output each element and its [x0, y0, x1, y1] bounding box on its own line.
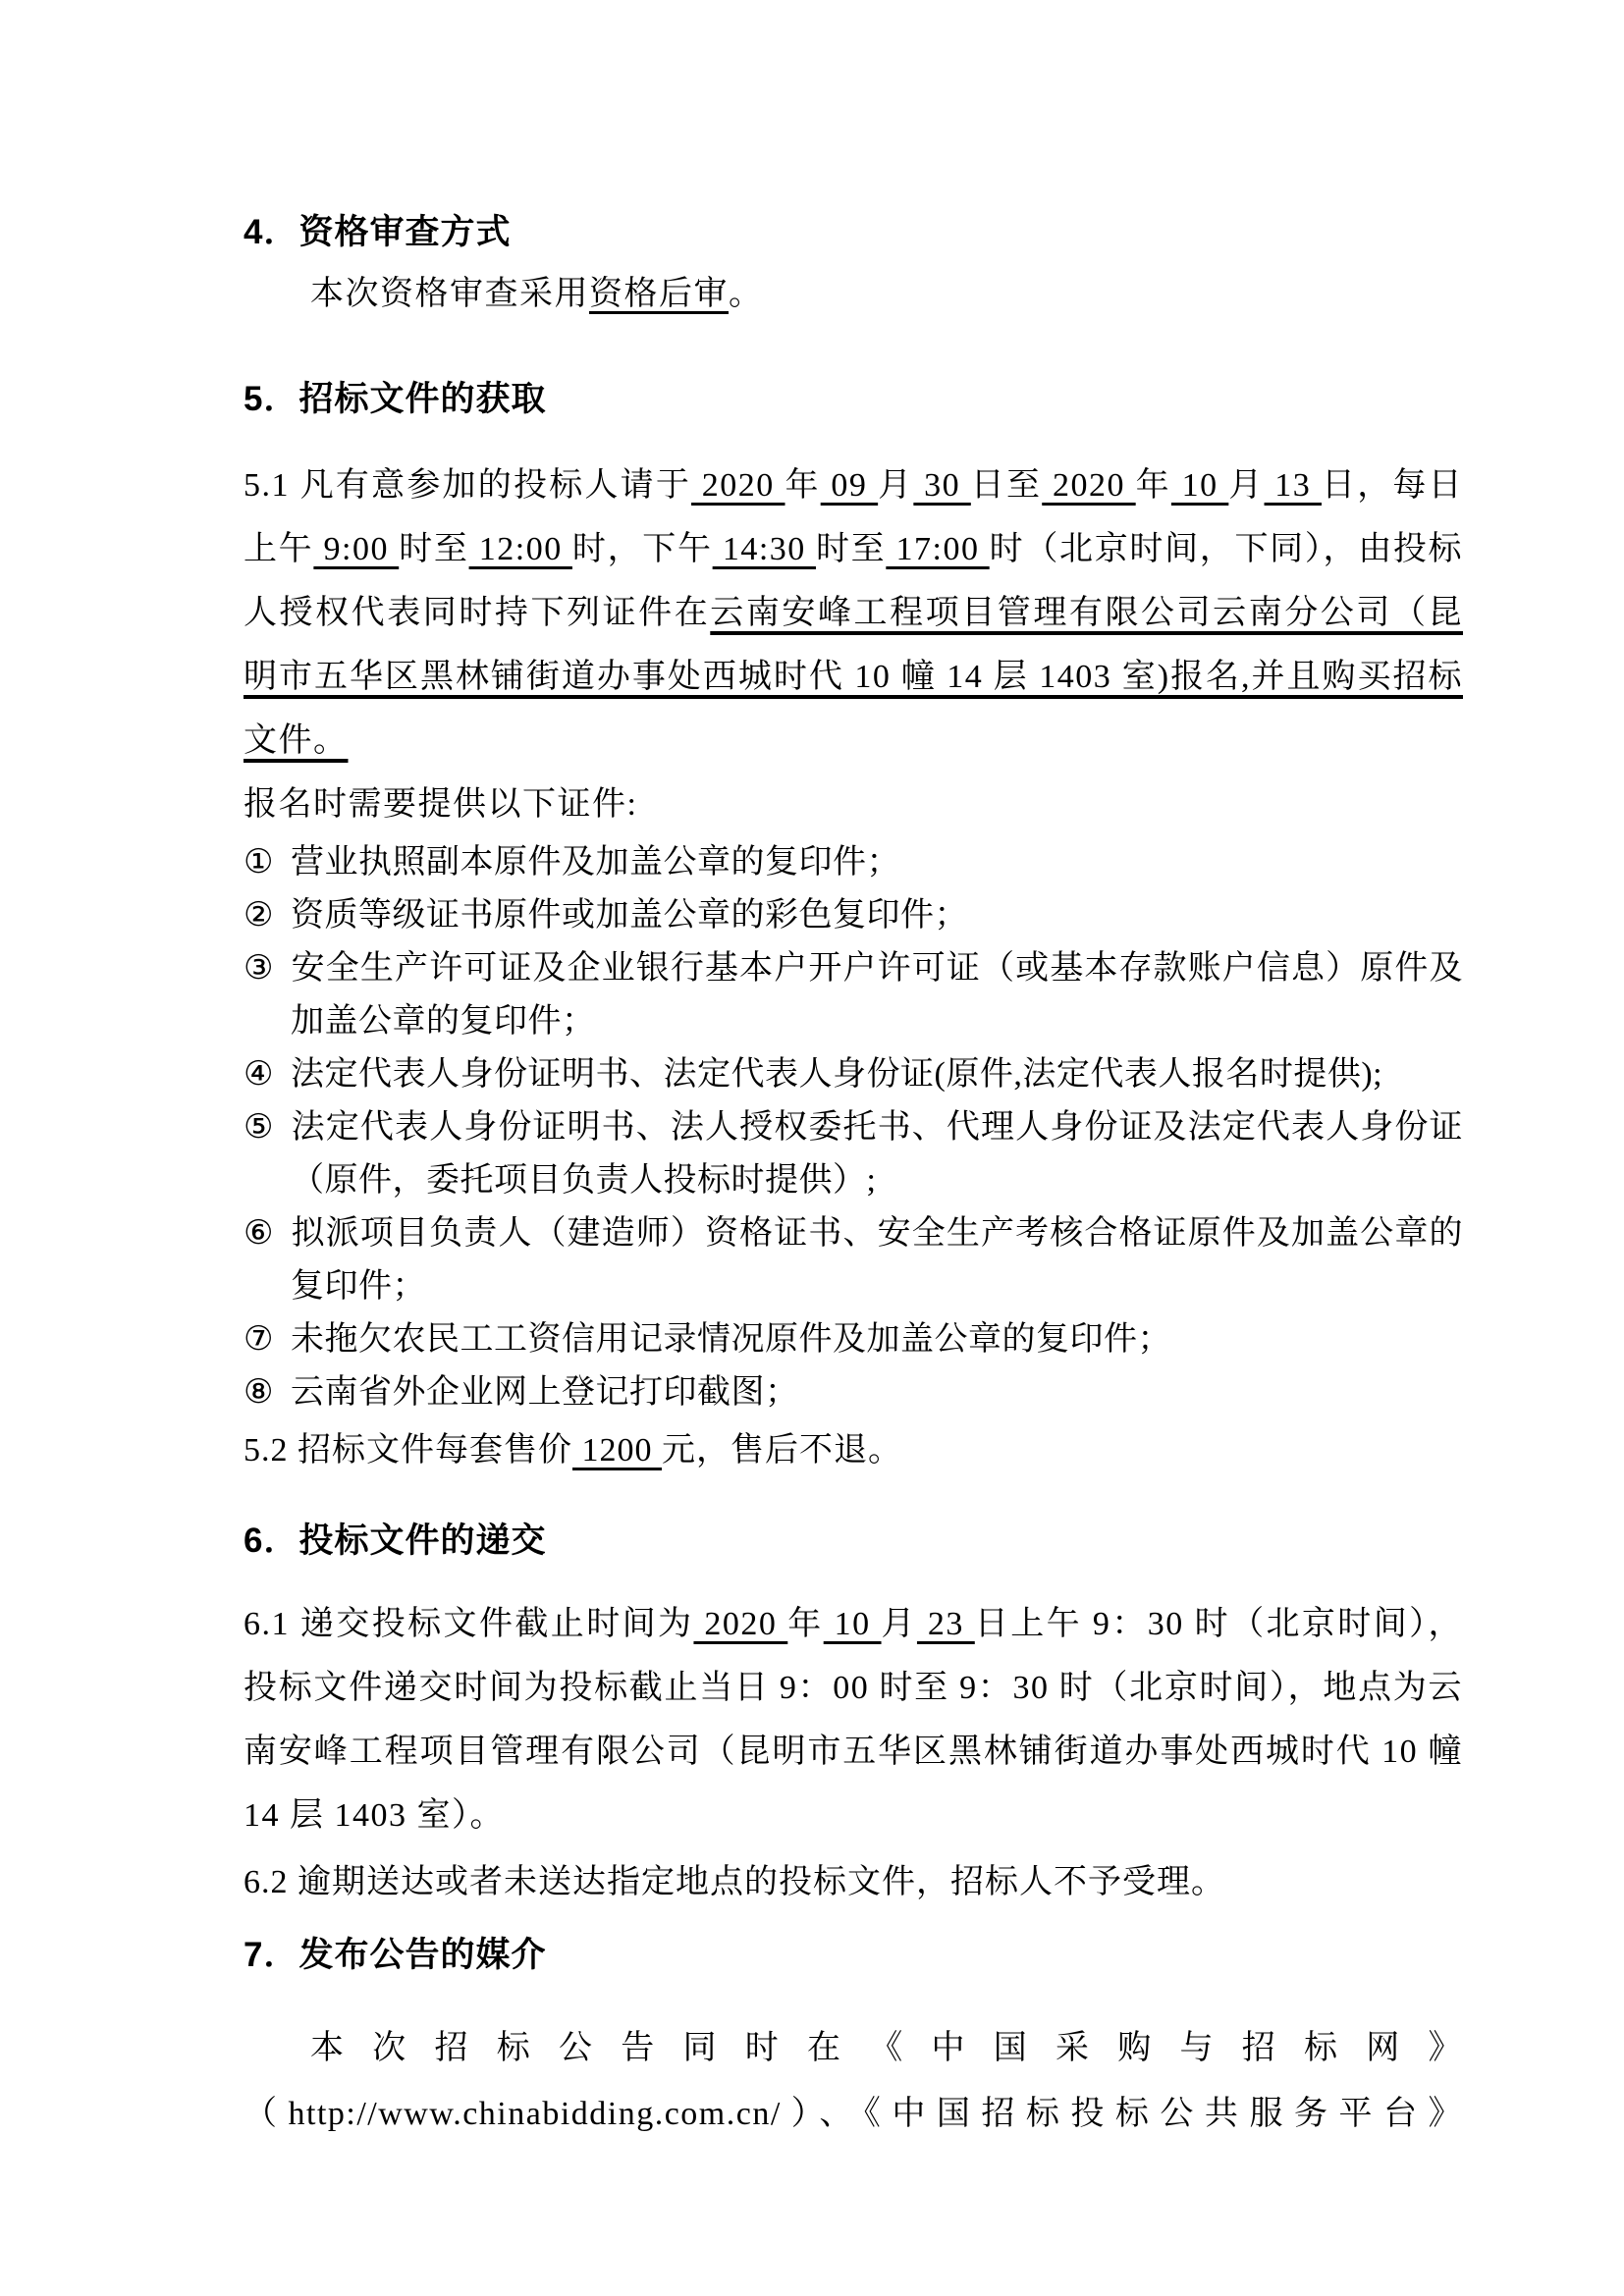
list-item-4 [244, 1048, 1463, 1101]
list-item-2 [244, 889, 1463, 942]
media-line-1: 本次招标公告同时在《中国采购与招标网》 [310, 2030, 1463, 2066]
clause-6-1-paragraph: 6.1 递交投标文件截止时间为 2020 年 10 月 23 日上午 9：30 时（北京时间），投标文件递交时间为投标截止当日 9：00 时至 9：30 时（北京时间），地点为云南安峰工程项目管理有限公司（昆明市五华区黑林铺街道办事处西城时代 10 幢 14 层 1403 室）。 [244, 1606, 1464, 1834]
section-heading-bid-submission: 6．投标文件的递交 [244, 1522, 547, 1560]
certificate-list [244, 836, 1463, 1419]
clause-6-1-text: 6.1 递交投标文件截止时间为 [244, 1606, 694, 1642]
deadline-year-blank: 2020 [693, 1606, 788, 1642]
clause-5-2-paragraph: 5.2 招标文件每套售价 1200 元，售后不退。 [244, 1432, 902, 1468]
end-month-blank: 10 [1170, 467, 1229, 504]
morning-start-time: 9:00 [313, 531, 400, 567]
list-item-1-text: 营业执照副本原件及加盖公章的复印件； [291, 844, 900, 881]
list-item-4-text: 法定代表人身份证明书、法定代表人身份证(原件,法定代表人报名时提供); [291, 1056, 1383, 1093]
circled-number-5: ⑤ [244, 1109, 274, 1146]
circled-number-6: ⑥ [244, 1215, 274, 1252]
required-certificates-intro: 报名时需要提供以下证件: [244, 786, 638, 823]
circled-number-1: ① [244, 844, 274, 881]
list-item-3-text: 安全生产许可证及企业银行基本户开户许可证（或基本存款账户信息）原件及加盖公章的复印件； [291, 950, 1463, 1040]
circled-number-8: ⑧ [244, 1374, 274, 1411]
qualification-text-pre: 本次资格审查采用 [310, 276, 589, 312]
clause-5-2-text: 5.2 招标文件每套售价 [244, 1432, 572, 1468]
list-item-1 [244, 836, 1463, 889]
afternoon-end-time: 17:00 [886, 531, 990, 567]
circled-number-4: ④ [244, 1056, 274, 1093]
document-price-underlined: 1200 [572, 1432, 662, 1468]
clause-6-2-paragraph: 6.2 逾期送达或者未送达指定地点的投标文件，招标人不予受理。 [244, 1864, 1225, 1900]
start-day-blank: 30 [913, 467, 971, 504]
section-heading-qualification-review: 4．资格审查方式 [244, 213, 512, 251]
circled-number-7: ⑦ [244, 1321, 274, 1358]
list-item-8 [244, 1366, 1463, 1419]
deadline-month-blank: 10 [823, 1606, 882, 1642]
start-month-blank: 09 [820, 467, 879, 504]
list-item-7 [244, 1313, 1463, 1366]
start-year-blank: 2020 [691, 467, 785, 504]
list-item-6-text: 拟派项目负责人（建造师）资格证书、安全生产考核合格证原件及加盖公章的复印件； [291, 1215, 1463, 1305]
qualification-text-post: 。 [729, 276, 764, 312]
list-item-8-text: 云南省外企业网上登记打印截图； [291, 1374, 799, 1411]
list-item-5-text: 法定代表人身份证明书、法人授权委托书、代理人身份证及法定代表人身份证（原件，委托项目负责人投标时提供）; [291, 1109, 1463, 1199]
media-line-2-with-url: （http://www.chinabidding.com.cn/）、《中国招标投标公共服务平台》 [244, 2096, 1463, 2132]
registration-address-underlined: 云南安峰工程项目管理有限公司云南分公司（昆明市五华区黑林铺街道办事处西城时代 10 幢 14 层 1403 室)报名,并且购买招标文件。 [244, 595, 1464, 759]
circled-number-3: ③ [244, 950, 274, 987]
list-item-7-text: 未拖欠农民工工资信用记录情况原件及加盖公章的复印件； [291, 1321, 1171, 1358]
qualification-method-underlined: 资格后审 [589, 276, 729, 312]
end-year-blank: 2020 [1042, 467, 1136, 504]
section-heading-obtaining-bid-documents: 5．招标文件的获取 [244, 380, 547, 418]
circled-number-2: ② [244, 897, 274, 934]
list-item-5 [244, 1101, 1463, 1207]
list-item-6 [244, 1207, 1463, 1313]
section-heading-announcement-media: 7．发布公告的媒介 [244, 1936, 547, 1974]
announcement-media-paragraph [244, 2015, 1463, 2147]
list-item-3 [244, 942, 1463, 1048]
deadline-day-blank: 23 [916, 1606, 975, 1642]
clause-5-1-paragraph: 5.1 凡有意参加的投标人请于 2020 年 09 月 30 日至 2020 年 10 月 13 日，每日上午 9:00 时至 12:00 时，下午 14:30 时至 17:00 时（北京时间，下同），由投标人授权代表同时持下列证件在云南安峰工程项目管理有限公司云南分公司（昆明市五华区黑林铺街道办事处西城时代 10 幢 14 层 1403 室)报名,并且购买招标文件。 [244, 467, 1464, 759]
qualification-method-paragraph [244, 265, 1463, 324]
list-item-2-text: 资质等级证书原件或加盖公章的彩色复印件； [291, 897, 968, 934]
clause-5-1-text: 5.1 凡有意参加的投标人请于 [244, 467, 692, 504]
end-day-blank: 13 [1264, 467, 1322, 504]
morning-end-time: 12:00 [468, 531, 572, 567]
afternoon-start-time: 14:30 [712, 531, 816, 567]
